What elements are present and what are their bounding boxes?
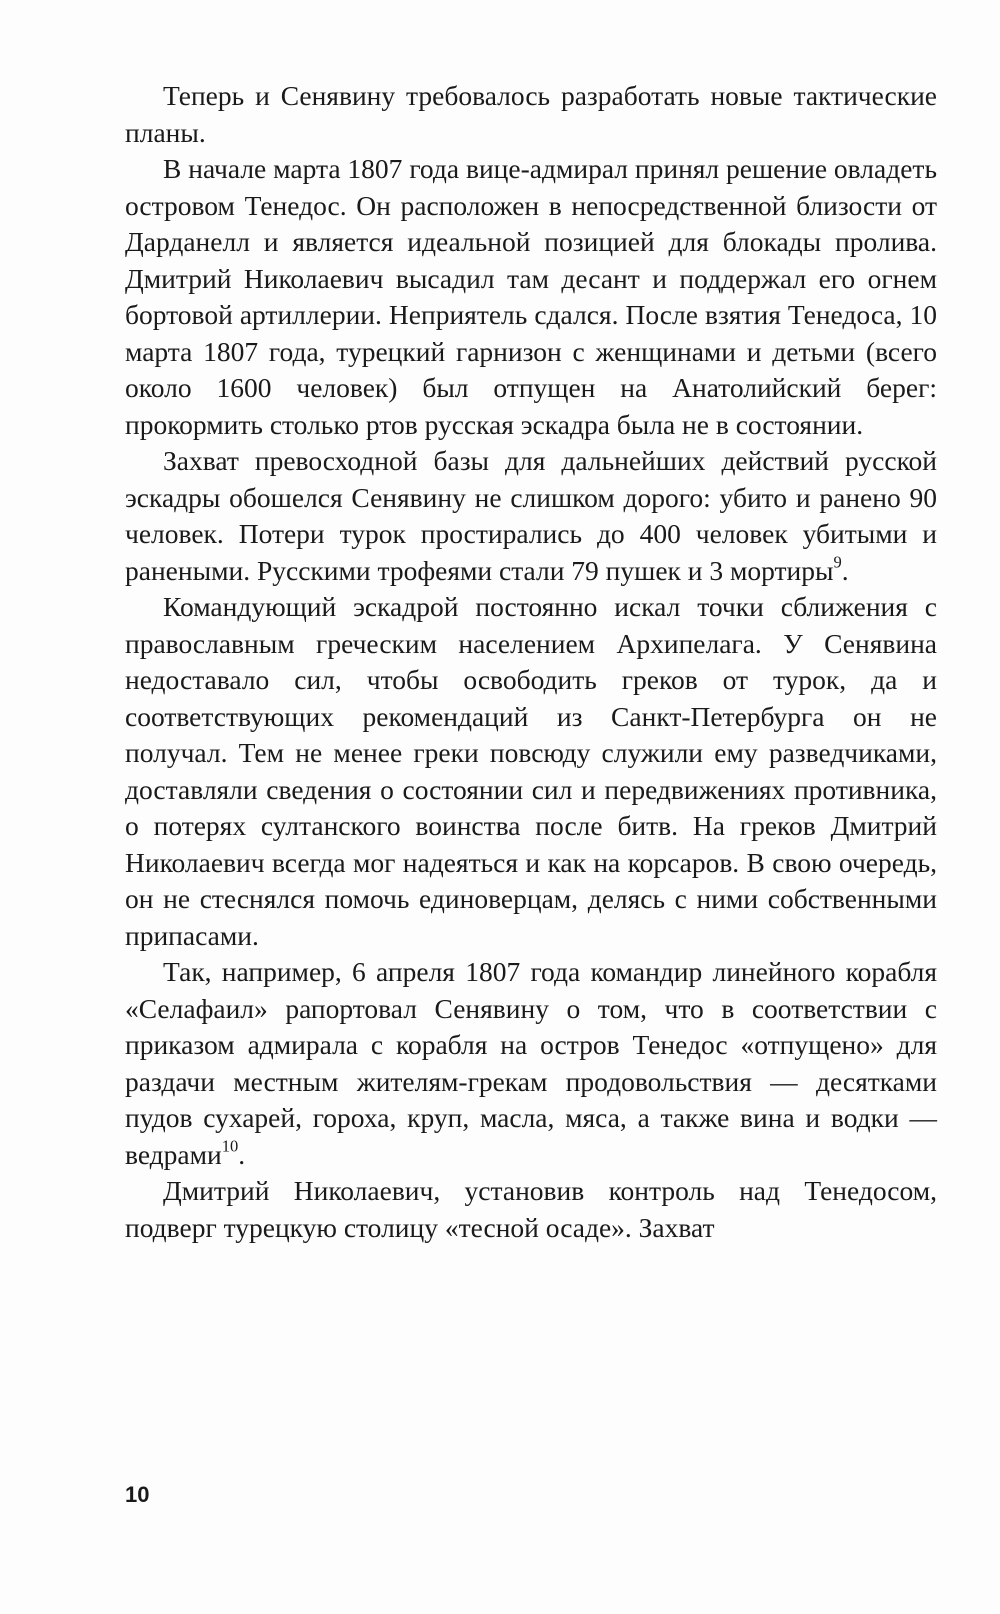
paragraph-text: Дмитрий Николаевич, установив контроль над Тенедосом, подверг турецкую столицу «тесной осаде». Захват xyxy=(125,1175,937,1243)
paragraph xyxy=(125,1173,937,1246)
paragraph-text: Командующий эскадрой постоянно искал точки сближения с православным греческим населением Архипелага. У Сенявина недоставало сил, чтобы освободить греков от турок, да и соответствующих рекомендаций из Санкт-Петербурга он не получал. Тем не менее греки повсюду служили ему разведчиками, доставляли сведения о состоянии сил и передвижениях противника, о потерях султанского воинства после битв. На греков Дмитрий Николаевич всегда мог надеяться и как на корсаров. В свою очередь, он не стеснялся помочь единоверцам, делясь с ними собственными припасами. xyxy=(125,591,937,951)
paragraph xyxy=(125,78,937,151)
paragraph xyxy=(125,151,937,443)
page-number: 10 xyxy=(125,1482,150,1507)
paragraph-text: Так, например, 6 апреля 1807 года командир линейного корабля «Селафаил» рапортовал Сенявину о том, что в соответствии с приказом адмирала с корабля на остров Тенедос «отпущено» для раздачи местным жителям-грекам продовольствия — десятками пудов сухарей, гороха, круп, масла, мяса, а также вина и водки — ведрами xyxy=(125,956,937,1170)
paragraph xyxy=(125,589,937,954)
paragraph: Так, например, 6 апреля 1807 года командир линейного корабля «Селафаил» рапортовал Сенявину о том, что в соответствии с приказом адмирала с корабля на остров Тенедос «отпущено» для раздачи местным жителям-грекам продовольствия — десятками пудов сухарей, гороха, круп, масла, мяса, а также вина и водки — ведрами$^{10}$. xyxy=(125,956,937,1170)
footnote-marker: 9 xyxy=(833,552,842,572)
body-text xyxy=(125,78,937,1246)
paragraph: Захват превосходной базы для дальнейших действий русской эскадры обошелся Сенявину не слишком дорого: убито и ранено 90 человек. Потери турок простирались до 400 человек убитыми и ранеными. Русскими трофеями стали 79 пушек и 3 мортиры$^9$. xyxy=(125,445,937,586)
paragraph-text: Захват превосходной базы для дальнейших действий русской эскадры обошелся Сенявину не слишком дорого: убито и ранено 90 человек. Потери турок простирались до 400 человек убитыми и ранеными. Русскими трофеями стали 79 пушек и 3 мортиры xyxy=(125,445,937,586)
paragraph-text: В начале марта 1807 года вице-адмирал принял решение овладеть островом Тенедос. Он расположен в непосредственной близости от Дарданелл и является идеальной позицией для блокады пролива. Дмитрий Николаевич высадил там десант и поддержал его огнем бортовой артиллерии. Неприятель сдался. После взятия Тенедоса, 10 марта 1807 года, турецкий гарнизон с женщинами и детьми (всего около 1600 человек) был отпущен на Анатолийский берег: прокормить столько ртов русская эскадра была не в состоянии. xyxy=(125,153,937,440)
paragraph-text: Теперь и Сенявину требовалось разработать новые тактические планы. xyxy=(125,80,937,148)
footnote-marker: 10 xyxy=(221,1136,239,1156)
